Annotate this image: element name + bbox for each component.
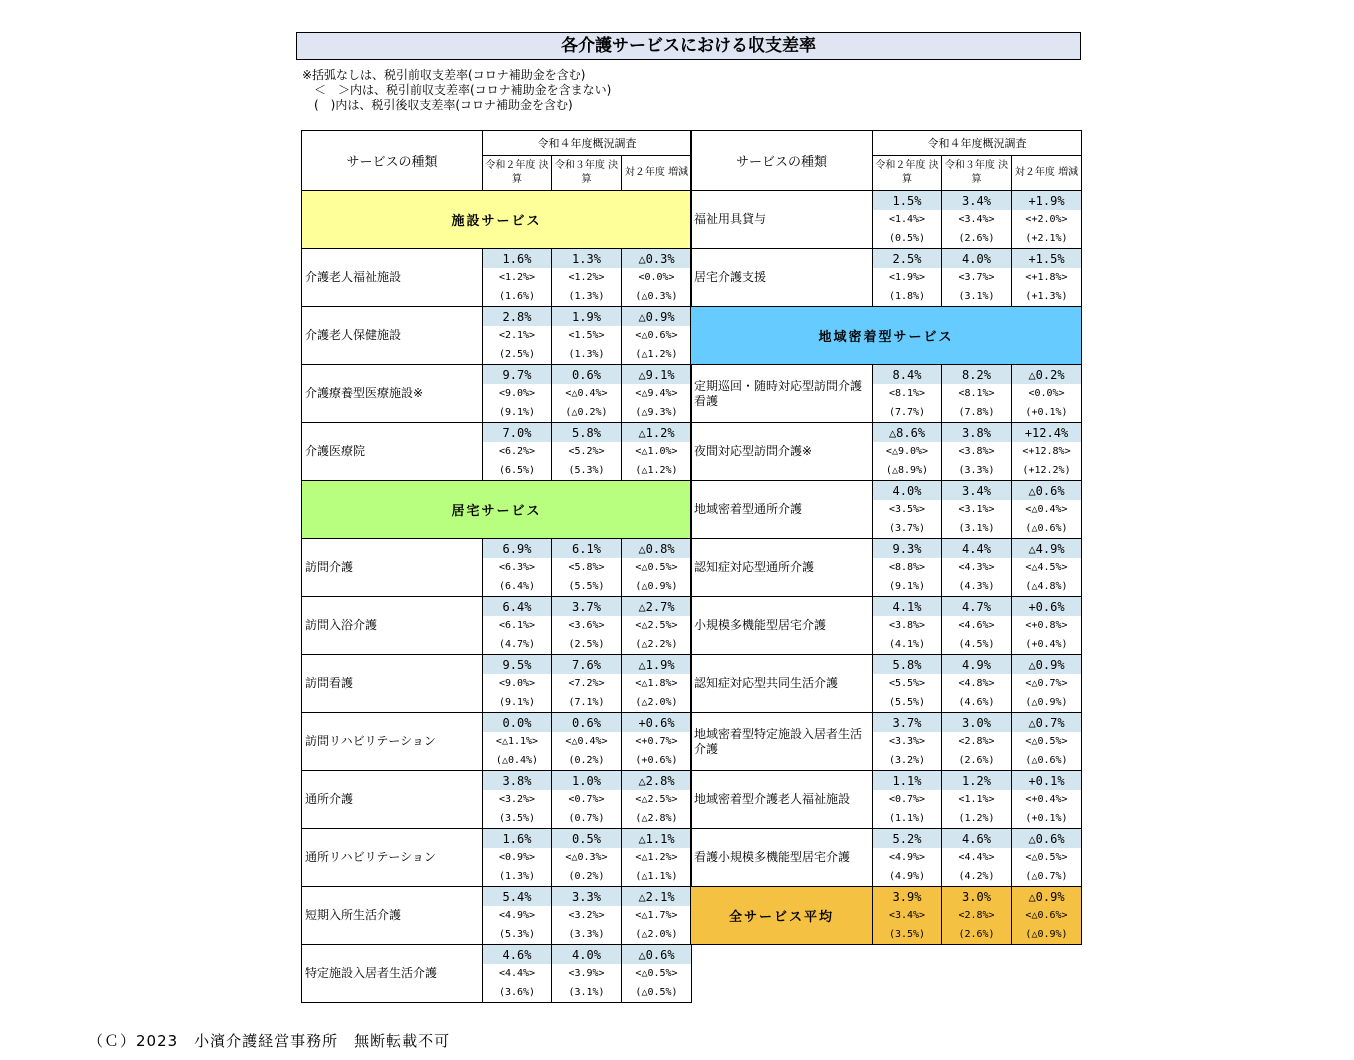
value-cell-r3: <3.6%> <box>552 616 622 635</box>
value-cell-r2: 9.7% <box>483 365 552 385</box>
value-cell-r3: 4.0% <box>552 945 622 965</box>
survey-header: 令和４年度概況調査 <box>483 131 692 156</box>
value-cell-diff: <△0.5%> <box>622 964 692 983</box>
value-cell-r3: <2.8%> <box>942 906 1012 925</box>
value-cell-r3: <△0.4%> <box>552 384 622 403</box>
value-cell-r2: 2.8% <box>483 307 552 327</box>
service-name: 看護小規模多機能型居宅介護 <box>691 829 873 887</box>
service-name: 短期入所生活介護 <box>302 887 483 945</box>
value-cell-diff: +1.5% <box>1012 249 1082 269</box>
page-title: 各介護サービスにおける収支差率 <box>296 32 1081 60</box>
service-name: 小規模多機能型居宅介護 <box>691 597 873 655</box>
value-cell-diff: (+12.2%) <box>1012 461 1082 481</box>
value-cell-diff: <△0.4%> <box>1012 500 1082 519</box>
value-cell-r2: (7.7%) <box>873 403 942 423</box>
value-cell-diff: △0.2% <box>1012 365 1082 385</box>
value-cell-r3: 8.2% <box>942 365 1012 385</box>
value-cell-r2: (3.2%) <box>873 751 942 771</box>
value-cell-diff: +12.4% <box>1012 423 1082 443</box>
value-cell-diff: (△1.2%) <box>622 461 692 481</box>
service-name: 認知症対応型共同生活介護 <box>691 655 873 713</box>
value-cell-r2: 1.5% <box>873 191 942 211</box>
value-cell-r3: 4.0% <box>942 249 1012 269</box>
value-cell-r3: <△0.3%> <box>552 848 622 867</box>
value-cell-diff: (△2.0%) <box>622 925 692 945</box>
value-cell-r3: (4.6%) <box>942 693 1012 713</box>
value-cell-diff: <△1.8%> <box>622 674 692 693</box>
service-name: 訪問介護 <box>302 539 483 597</box>
value-cell-diff: △0.6% <box>1012 481 1082 501</box>
value-cell-r3: (7.1%) <box>552 693 622 713</box>
value-cell-r2: <2.1%> <box>483 326 552 345</box>
value-cell-r2: <△9.0%> <box>873 442 942 461</box>
value-cell-diff: <0.0%> <box>1012 384 1082 403</box>
value-cell-r3: (3.1%) <box>552 983 622 1003</box>
service-type-header: サービスの種類 <box>302 131 483 191</box>
value-cell-r2: (6.4%) <box>483 577 552 597</box>
value-cell-r2: 6.4% <box>483 597 552 617</box>
value-cell-r2: <4.9%> <box>483 906 552 925</box>
value-cell-r2: 5.8% <box>873 655 942 675</box>
value-cell-diff: △1.2% <box>622 423 692 443</box>
value-cell-r3: 3.0% <box>942 713 1012 733</box>
value-cell-r2: 4.6% <box>483 945 552 965</box>
value-cell-r2: <1.2%> <box>483 268 552 287</box>
value-cell-diff: △9.1% <box>622 365 692 385</box>
value-cell-diff: (+2.1%) <box>1012 229 1082 249</box>
value-cell-r2: <1.4%> <box>873 210 942 229</box>
value-cell-r2: 1.1% <box>873 771 942 791</box>
value-cell-diff: <△0.7%> <box>1012 674 1082 693</box>
service-name: 定期巡回・随時対応型訪問介護看護 <box>691 365 873 423</box>
value-cell-r2: 9.3% <box>873 539 942 559</box>
value-cell-r2: <3.5%> <box>873 500 942 519</box>
value-cell-diff: +1.9% <box>1012 191 1082 211</box>
col-r2-header: 令和２年度 決算 <box>483 156 552 191</box>
left-table <box>301 130 692 1003</box>
value-cell-diff: (△0.5%) <box>622 983 692 1003</box>
value-cell-diff: <△1.7%> <box>622 906 692 925</box>
value-cell-r3: 1.0% <box>552 771 622 791</box>
value-cell-diff: (△1.2%) <box>622 345 692 365</box>
value-cell-r3: <3.7%> <box>942 268 1012 287</box>
value-cell-r3: 4.7% <box>942 597 1012 617</box>
value-cell-r2: 9.5% <box>483 655 552 675</box>
value-cell-r2: 3.7% <box>873 713 942 733</box>
value-cell-r3: <4.4%> <box>942 848 1012 867</box>
value-cell-diff: (△9.3%) <box>622 403 692 423</box>
value-cell-diff: △0.9% <box>622 307 692 327</box>
service-name: 通所リハビリテーション <box>302 829 483 887</box>
value-cell-diff: △0.8% <box>622 539 692 559</box>
value-cell-r3: (4.3%) <box>942 577 1012 597</box>
value-cell-diff: (△0.9%) <box>622 577 692 597</box>
value-cell-r2: <6.3%> <box>483 558 552 577</box>
value-cell-r2: 3.8% <box>483 771 552 791</box>
value-cell-r3: 3.7% <box>552 597 622 617</box>
value-cell-r3: <8.1%> <box>942 384 1012 403</box>
value-cell-r2: (3.7%) <box>873 519 942 539</box>
value-cell-diff: (+0.1%) <box>1012 809 1082 829</box>
value-cell-r2: △8.6% <box>873 423 942 443</box>
value-cell-r2: <3.8%> <box>873 616 942 635</box>
service-name: 介護療養型医療施設※ <box>302 365 483 423</box>
value-cell-diff: △0.6% <box>1012 829 1082 849</box>
value-cell-r2: 7.0% <box>483 423 552 443</box>
value-cell-r3: (0.2%) <box>552 867 622 887</box>
value-cell-r2: (2.5%) <box>483 345 552 365</box>
value-cell-r2: 1.6% <box>483 829 552 849</box>
value-cell-r2: (3.5%) <box>873 925 942 945</box>
value-cell-r3: (4.2%) <box>942 867 1012 887</box>
value-cell-r3: 0.6% <box>552 365 622 385</box>
value-cell-r3: 3.3% <box>552 887 622 907</box>
value-cell-diff: △4.9% <box>1012 539 1082 559</box>
value-cell-r3: <2.8%> <box>942 732 1012 751</box>
service-name: 認知症対応型通所介護 <box>691 539 873 597</box>
value-cell-r3: 6.1% <box>552 539 622 559</box>
survey-header: 令和４年度概況調査 <box>873 131 1082 156</box>
value-cell-r2: <9.0%> <box>483 384 552 403</box>
value-cell-diff: (△2.0%) <box>622 693 692 713</box>
value-cell-diff: <△0.5%> <box>1012 732 1082 751</box>
value-cell-r3: (3.3%) <box>552 925 622 945</box>
right-table <box>690 130 1082 945</box>
value-cell-r2: (5.5%) <box>873 693 942 713</box>
value-cell-r3: 1.2% <box>942 771 1012 791</box>
value-cell-r3: <5.8%> <box>552 558 622 577</box>
value-cell-r2: (1.1%) <box>873 809 942 829</box>
value-cell-r3: <3.9%> <box>552 964 622 983</box>
col-r3-header: 令和３年度 決算 <box>942 156 1012 191</box>
value-cell-r3: (1.2%) <box>942 809 1012 829</box>
value-cell-r2: (3.5%) <box>483 809 552 829</box>
value-cell-diff: <△1.2%> <box>622 848 692 867</box>
value-cell-diff: +0.6% <box>1012 597 1082 617</box>
value-cell-r3: 5.8% <box>552 423 622 443</box>
value-cell-diff: +0.1% <box>1012 771 1082 791</box>
service-name: 福祉用具貸与 <box>691 191 873 249</box>
value-cell-diff: <△9.4%> <box>622 384 692 403</box>
value-cell-r2: (6.5%) <box>483 461 552 481</box>
value-cell-diff: <+1.8%> <box>1012 268 1082 287</box>
value-cell-diff: (△2.2%) <box>622 635 692 655</box>
value-cell-diff: △0.9% <box>1012 887 1082 907</box>
value-cell-r3: (3.1%) <box>942 287 1012 307</box>
section-home-services: 居宅サービス <box>302 481 692 539</box>
value-cell-r3: (3.3%) <box>942 461 1012 481</box>
value-cell-diff: <+0.8%> <box>1012 616 1082 635</box>
value-cell-r3: <3.1%> <box>942 500 1012 519</box>
all-services-average-label: 全サービス平均 <box>691 887 873 945</box>
value-cell-r3: <0.7%> <box>552 790 622 809</box>
value-cell-r3: <3.2%> <box>552 906 622 925</box>
value-cell-r3: 1.9% <box>552 307 622 327</box>
value-cell-r2: (5.3%) <box>483 925 552 945</box>
value-cell-r2: <4.9%> <box>873 848 942 867</box>
value-cell-r2: <3.4%> <box>873 906 942 925</box>
value-cell-r2: <8.1%> <box>873 384 942 403</box>
service-name: 介護老人福祉施設 <box>302 249 483 307</box>
service-name: 介護医療院 <box>302 423 483 481</box>
value-cell-r3: 4.4% <box>942 539 1012 559</box>
value-cell-diff: <△2.5%> <box>622 616 692 635</box>
value-cell-diff: (△0.9%) <box>1012 925 1082 945</box>
service-name: 特定施設入居者生活介護 <box>302 945 483 1003</box>
note-line: ( )内は、税引後収支差率(コロナ補助金を含む) <box>302 98 573 112</box>
value-cell-r3: (1.3%) <box>552 345 622 365</box>
value-cell-r3: (0.2%) <box>552 751 622 771</box>
service-name: 訪問リハビリテーション <box>302 713 483 771</box>
value-cell-diff: <△1.0%> <box>622 442 692 461</box>
value-cell-r3: (0.7%) <box>552 809 622 829</box>
value-cell-r2: <4.4%> <box>483 964 552 983</box>
value-cell-diff: (+0.4%) <box>1012 635 1082 655</box>
value-cell-r3: <1.1%> <box>942 790 1012 809</box>
value-cell-r3: <1.5%> <box>552 326 622 345</box>
note-line: ＜ ＞内は、税引前収支差率(コロナ補助金を含まない) <box>302 83 612 97</box>
value-cell-r3: <3.8%> <box>942 442 1012 461</box>
value-cell-r3: (5.3%) <box>552 461 622 481</box>
value-cell-r2: (△0.4%) <box>483 751 552 771</box>
value-cell-r3: <△0.4%> <box>552 732 622 751</box>
value-cell-r2: 2.5% <box>873 249 942 269</box>
value-cell-r2: (9.1%) <box>483 403 552 423</box>
value-cell-r2: <8.8%> <box>873 558 942 577</box>
value-cell-diff: (△4.8%) <box>1012 577 1082 597</box>
value-cell-diff: <△0.5%> <box>622 558 692 577</box>
value-cell-r2: <△1.1%> <box>483 732 552 751</box>
value-cell-r2: <3.2%> <box>483 790 552 809</box>
value-cell-r3: (5.5%) <box>552 577 622 597</box>
value-cell-r2: <6.1%> <box>483 616 552 635</box>
copyright-footer: （Ｃ）2023 小濱介護経営事務所 無断転載不可 <box>88 1032 451 1050</box>
value-cell-diff: <+0.4%> <box>1012 790 1082 809</box>
value-cell-r3: (3.1%) <box>942 519 1012 539</box>
value-cell-r2: 3.9% <box>873 887 942 907</box>
service-type-header: サービスの種類 <box>691 131 873 191</box>
value-cell-r2: (△8.9%) <box>873 461 942 481</box>
value-cell-diff: (△0.6%) <box>1012 751 1082 771</box>
value-cell-r3: <5.2%> <box>552 442 622 461</box>
value-cell-diff: (+0.1%) <box>1012 403 1082 423</box>
value-cell-diff: △1.9% <box>622 655 692 675</box>
value-cell-r2: 4.0% <box>873 481 942 501</box>
note-line: ※括弧なしは、税引前収支差率(コロナ補助金を含む) <box>302 68 586 82</box>
value-cell-r3: <4.6%> <box>942 616 1012 635</box>
value-cell-diff: +0.6% <box>622 713 692 733</box>
service-name: 通所介護 <box>302 771 483 829</box>
value-cell-r2: (1.3%) <box>483 867 552 887</box>
value-cell-r2: <0.9%> <box>483 848 552 867</box>
value-cell-r2: 6.9% <box>483 539 552 559</box>
value-cell-diff: (△0.6%) <box>1012 519 1082 539</box>
value-cell-diff: △2.8% <box>622 771 692 791</box>
value-cell-diff: <△2.5%> <box>622 790 692 809</box>
value-cell-r3: 4.6% <box>942 829 1012 849</box>
value-cell-r3: (2.5%) <box>552 635 622 655</box>
value-cell-diff: △0.6% <box>622 945 692 965</box>
value-cell-r2: 1.6% <box>483 249 552 269</box>
section-community-services: 地域密着型サービス <box>691 307 1082 365</box>
value-cell-r2: <3.3%> <box>873 732 942 751</box>
value-cell-diff: △0.3% <box>622 249 692 269</box>
value-cell-r3: (1.3%) <box>552 287 622 307</box>
value-cell-r3: (2.6%) <box>942 925 1012 945</box>
value-cell-diff: (△2.8%) <box>622 809 692 829</box>
value-cell-r3: (△0.2%) <box>552 403 622 423</box>
value-cell-r2: (4.7%) <box>483 635 552 655</box>
value-cell-r3: 1.3% <box>552 249 622 269</box>
value-cell-r2: 0.0% <box>483 713 552 733</box>
value-cell-diff: (△0.3%) <box>622 287 692 307</box>
value-cell-r2: (4.1%) <box>873 635 942 655</box>
value-cell-diff: <△0.6%> <box>622 326 692 345</box>
value-cell-r3: (2.6%) <box>942 751 1012 771</box>
service-name: 地域密着型介護老人福祉施設 <box>691 771 873 829</box>
service-name: 訪問入浴介護 <box>302 597 483 655</box>
value-cell-diff: <△4.5%> <box>1012 558 1082 577</box>
value-cell-r3: <7.2%> <box>552 674 622 693</box>
col-r2-header: 令和２年度 決算 <box>873 156 942 191</box>
value-cell-r2: <1.9%> <box>873 268 942 287</box>
value-cell-r2: (4.9%) <box>873 867 942 887</box>
value-cell-r2: (1.8%) <box>873 287 942 307</box>
value-cell-r3: 3.8% <box>942 423 1012 443</box>
value-cell-r2: 5.2% <box>873 829 942 849</box>
value-cell-r3: <4.8%> <box>942 674 1012 693</box>
value-cell-r3: 4.9% <box>942 655 1012 675</box>
service-name: 介護老人保健施設 <box>302 307 483 365</box>
value-cell-r2: <6.2%> <box>483 442 552 461</box>
value-cell-diff: <+0.7%> <box>622 732 692 751</box>
value-cell-r3: 3.4% <box>942 191 1012 211</box>
service-name: 居宅介護支援 <box>691 249 873 307</box>
value-cell-r2: 5.4% <box>483 887 552 907</box>
value-cell-r3: (2.6%) <box>942 229 1012 249</box>
value-cell-diff: △0.9% <box>1012 655 1082 675</box>
value-cell-r3: 0.6% <box>552 713 622 733</box>
service-name: 地域密着型通所介護 <box>691 481 873 539</box>
value-cell-r3: 3.4% <box>942 481 1012 501</box>
col-r3-header: 令和３年度 決算 <box>552 156 622 191</box>
value-cell-r2: (9.1%) <box>483 693 552 713</box>
value-cell-diff: (+0.6%) <box>622 751 692 771</box>
value-cell-r2: (3.6%) <box>483 983 552 1003</box>
col-diff-header: 対２年度 増減 <box>622 156 692 191</box>
value-cell-r2: 8.4% <box>873 365 942 385</box>
value-cell-r3: <1.2%> <box>552 268 622 287</box>
value-cell-diff: <0.0%> <box>622 268 692 287</box>
value-cell-diff: <+2.0%> <box>1012 210 1082 229</box>
value-cell-diff: △2.1% <box>622 887 692 907</box>
value-cell-diff: (△0.9%) <box>1012 693 1082 713</box>
value-cell-r3: <3.4%> <box>942 210 1012 229</box>
value-cell-diff: △2.7% <box>622 597 692 617</box>
value-cell-diff: △0.7% <box>1012 713 1082 733</box>
value-cell-r3: 7.6% <box>552 655 622 675</box>
notes <box>302 68 611 113</box>
value-cell-r2: (9.1%) <box>873 577 942 597</box>
value-cell-r3: (7.8%) <box>942 403 1012 423</box>
value-cell-diff: <△0.5%> <box>1012 848 1082 867</box>
value-cell-r3: (4.5%) <box>942 635 1012 655</box>
value-cell-diff: (△1.1%) <box>622 867 692 887</box>
value-cell-diff: △1.1% <box>622 829 692 849</box>
value-cell-r2: (0.5%) <box>873 229 942 249</box>
value-cell-r3: 3.0% <box>942 887 1012 907</box>
value-cell-r2: <0.7%> <box>873 790 942 809</box>
value-cell-r3: 0.5% <box>552 829 622 849</box>
value-cell-r3: <4.3%> <box>942 558 1012 577</box>
service-name: 訪問看護 <box>302 655 483 713</box>
col-diff-header: 対２年度 増減 <box>1012 156 1082 191</box>
section-facility-services: 施設サービス <box>302 191 692 249</box>
value-cell-r2: 4.1% <box>873 597 942 617</box>
service-name: 地域密着型特定施設入居者生活介護 <box>691 713 873 771</box>
value-cell-r2: <9.0%> <box>483 674 552 693</box>
value-cell-diff: (△0.7%) <box>1012 867 1082 887</box>
value-cell-diff: <△0.6%> <box>1012 906 1082 925</box>
value-cell-diff: (+1.3%) <box>1012 287 1082 307</box>
value-cell-diff: <+12.8%> <box>1012 442 1082 461</box>
service-name: 夜間対応型訪問介護※ <box>691 423 873 481</box>
value-cell-r2: <5.5%> <box>873 674 942 693</box>
value-cell-r2: (1.6%) <box>483 287 552 307</box>
